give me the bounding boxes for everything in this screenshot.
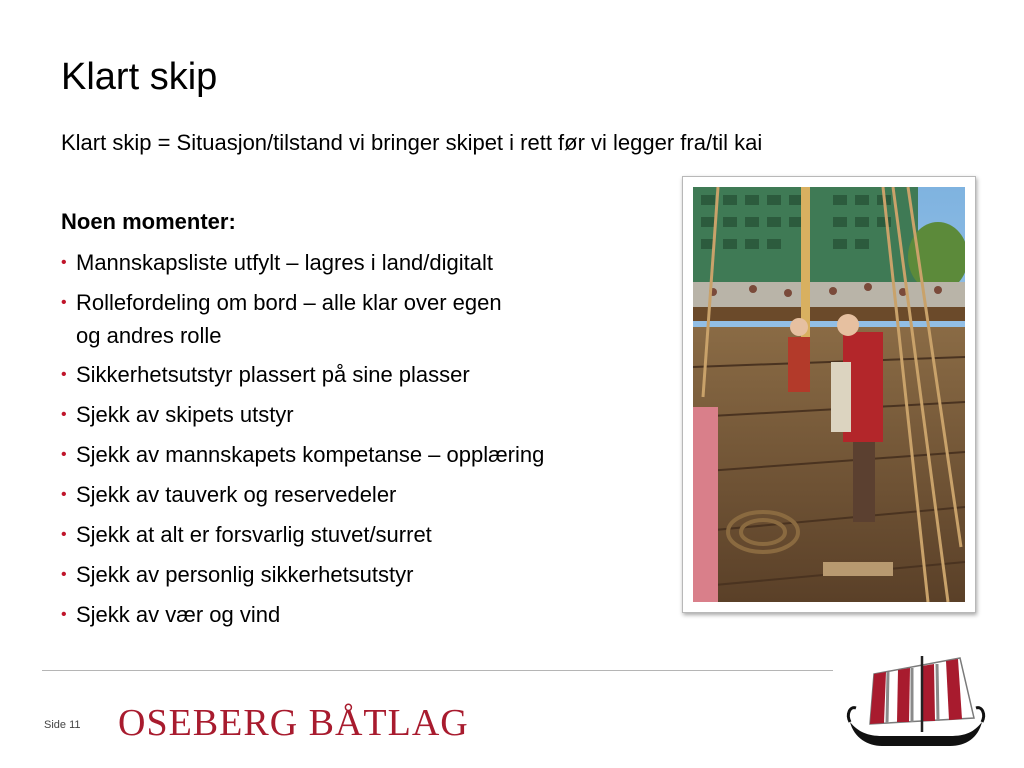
bullet-text: Sjekk at alt er forsvarlig stuvet/surret — [76, 522, 432, 547]
bullet-marker: • — [61, 406, 67, 423]
bullet-marker: • — [61, 606, 67, 623]
bullet-list — [61, 246, 661, 638]
bullet-item — [61, 398, 661, 432]
photo-frame — [682, 176, 976, 613]
bullet-item — [61, 478, 661, 512]
bullet-marker: • — [61, 526, 67, 543]
bullet-marker: • — [61, 294, 67, 311]
bullet-item — [61, 246, 661, 280]
section-heading: Noen momenter: — [61, 209, 236, 234]
bullet-text: Rollefordeling om bord – alle klar over egen og andres rolle — [76, 290, 502, 348]
bullet-text: Sjekk av mannskapets kompetanse – opplæring — [76, 442, 545, 467]
bullet-text: Sjekk av skipets utstyr — [76, 402, 294, 427]
bullet-marker: • — [61, 366, 67, 383]
footer-divider — [42, 670, 833, 671]
bullet-item — [61, 358, 661, 392]
bullet-marker: • — [61, 486, 67, 503]
slide-title: Klart skip — [61, 56, 218, 98]
brand-logo: OSEBERG BÅTLAG — [118, 702, 469, 744]
bullet-text: Sikkerhetsutstyr plassert på sine plasser — [76, 362, 470, 387]
bullet-text: Sjekk av vær og vind — [76, 602, 281, 627]
viking-ship-logo-icon — [842, 652, 987, 757]
bullet-item — [61, 438, 661, 472]
intro-text: Klart skip = Situasjon/tilstand vi bringer skipet i rett før vi legger fra/til kai — [61, 130, 763, 155]
viking-ship-deck-photo — [693, 187, 965, 602]
page-number: Side 11 — [44, 719, 81, 731]
bullet-text: Sjekk av tauverk og reservedeler — [76, 482, 397, 507]
photo-illustration — [693, 187, 965, 602]
ship-logo-graphic — [842, 652, 987, 757]
bullet-item — [61, 286, 661, 352]
bullet-marker: • — [61, 254, 67, 271]
bullet-text: Sjekk av personlig sikkerhetsutstyr — [76, 562, 414, 587]
bullet-item — [61, 518, 661, 552]
bullet-text: Mannskapsliste utfylt – lagres i land/digitalt — [76, 250, 493, 275]
bullet-item — [61, 598, 661, 632]
bullet-marker: • — [61, 446, 67, 463]
bullet-item — [61, 558, 661, 592]
bullet-marker: • — [61, 566, 67, 583]
